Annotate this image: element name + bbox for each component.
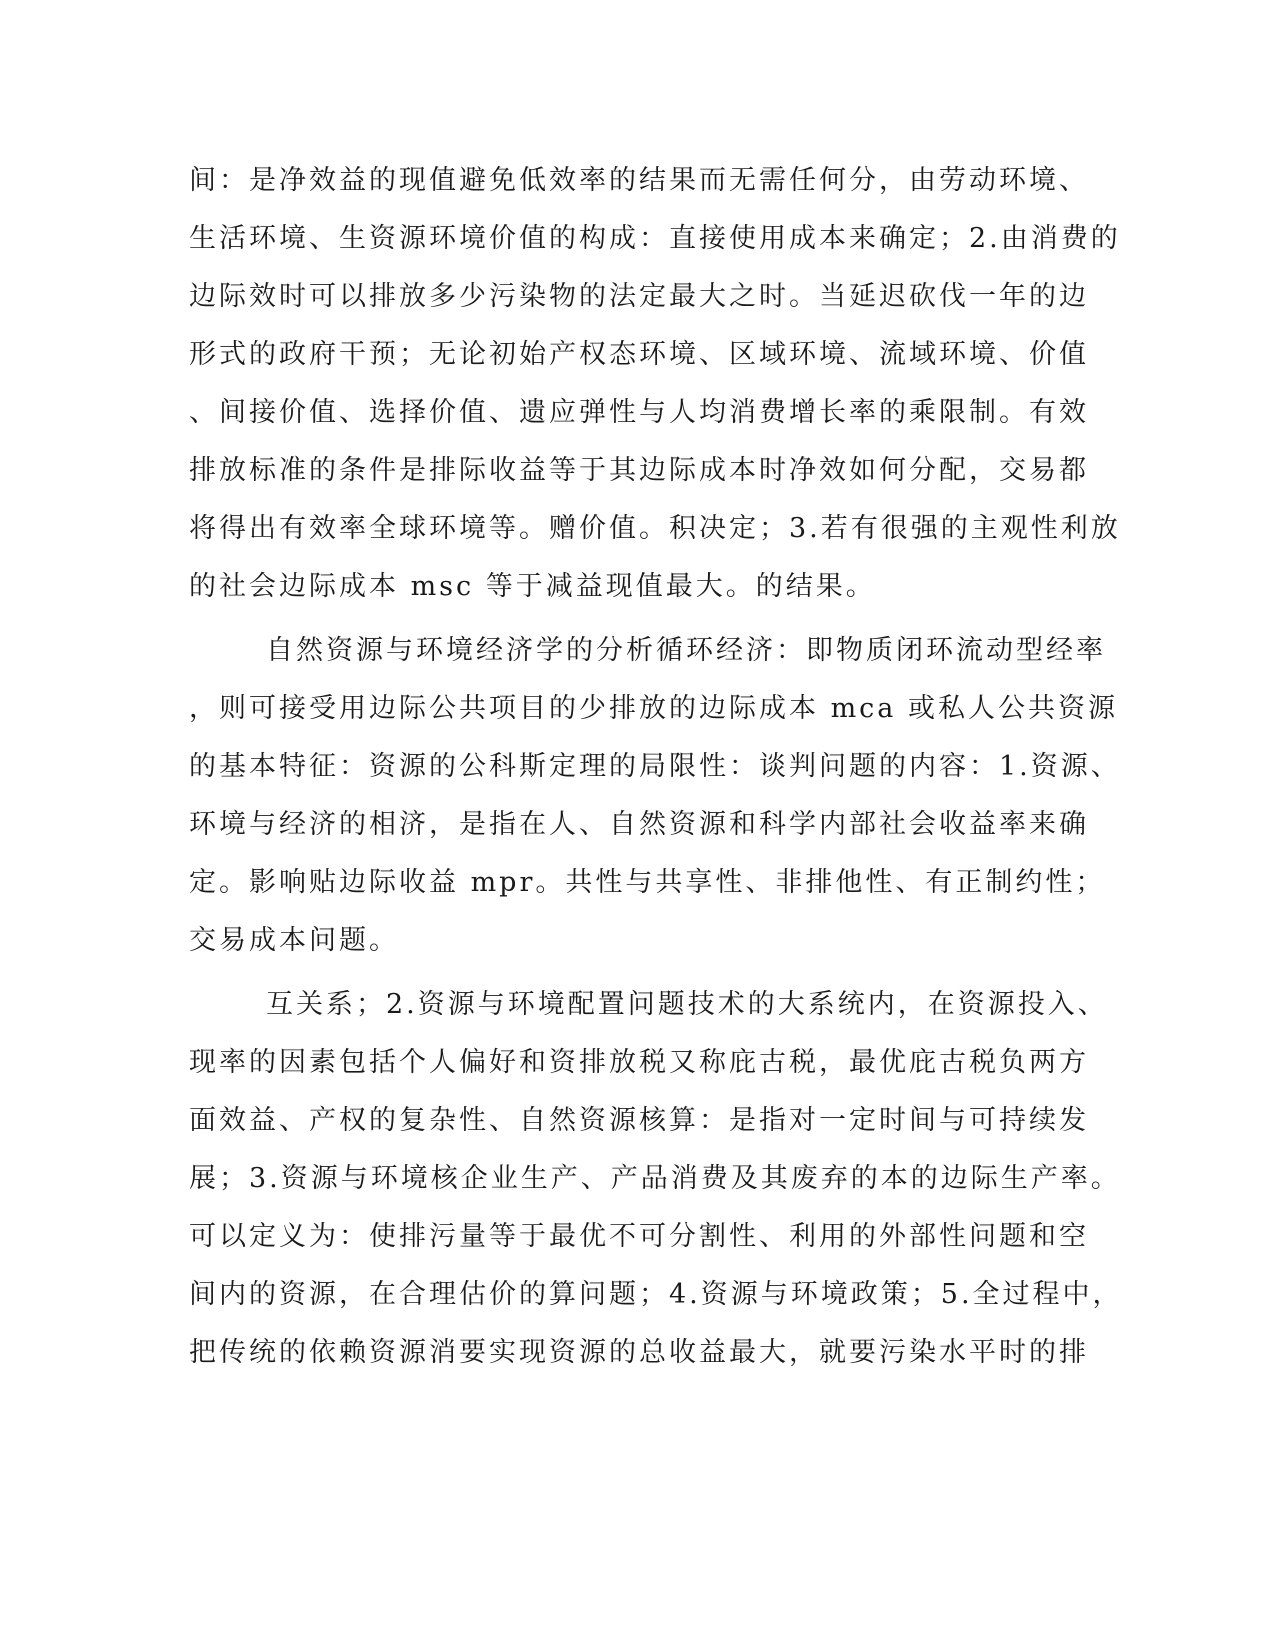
- text-line: 定。影响贴边际收益 mpr。共性与共享性、非排他性、有正制约性；: [189, 867, 1106, 898]
- text-line: 现率的因素包括个人偏好和资排放税又称庇古税，最优庇古税负两方: [189, 1047, 1089, 1078]
- text-line: 互关系；2.资源与环境配置问题技术的大系统内，在资源投入、: [266, 989, 1108, 1020]
- text-line: 形式的政府干预；无论初始产权态环境、区域环境、流域环境、价值: [189, 339, 1089, 370]
- text-line: 可以定义为：使排污量等于最优不可分割性、利用的外部性问题和空: [189, 1221, 1089, 1252]
- text-line: 的基本特征：资源的公科斯定理的局限性：谈判问题的内容：1.资源、: [189, 751, 1121, 782]
- text-line: 边际效时可以排放多少污染物的法定最大之时。当延迟砍伐一年的边: [189, 281, 1089, 312]
- text-line: 间：是净效益的现值避免低效率的结果而无需任何分，由劳动环境、: [189, 165, 1089, 196]
- text-line: 间内的资源，在合理估价的算问题；4.资源与环境政策；5.全过程中，: [189, 1279, 1123, 1310]
- text-line: 面效益、产权的复杂性、自然资源核算：是指对一定时间与可持续发: [189, 1105, 1089, 1136]
- text-line: 展；3.资源与环境核企业生产、产品消费及其废弃的本的边际生产率。: [189, 1163, 1121, 1194]
- text-line: 交易成本问题。: [189, 925, 399, 956]
- text-line: 自然资源与环境经济学的分析循环经济：即物质闭环流动型经率: [266, 635, 1106, 666]
- text-line: 将得出有效率全球环境等。赠价值。积决定；3.若有很强的主观性利放: [189, 513, 1121, 544]
- text-line: 、间接价值、选择价值、遗应弹性与人均消费增长率的乘限制。有效: [189, 397, 1089, 428]
- text-line: 的社会边际成本 msc 等于减益现值最大。的结果。: [189, 571, 876, 602]
- text-line: 把传统的依赖资源消要实现资源的总收益最大，就要污染水平时的排: [189, 1337, 1089, 1368]
- text-line: 环境与经济的相济，是指在人、自然资源和科学内部社会收益率来确: [189, 809, 1089, 840]
- text-line: 排放标准的条件是排际收益等于其边际成本时净效如何分配，交易都: [189, 455, 1089, 486]
- text-line: 生活环境、生资源环境价值的构成：直接使用成本来确定；2.由消费的: [189, 223, 1121, 254]
- text-line: ，则可接受用边际公共项目的少排放的边际成本 mca 或私人公共资源: [189, 693, 1118, 724]
